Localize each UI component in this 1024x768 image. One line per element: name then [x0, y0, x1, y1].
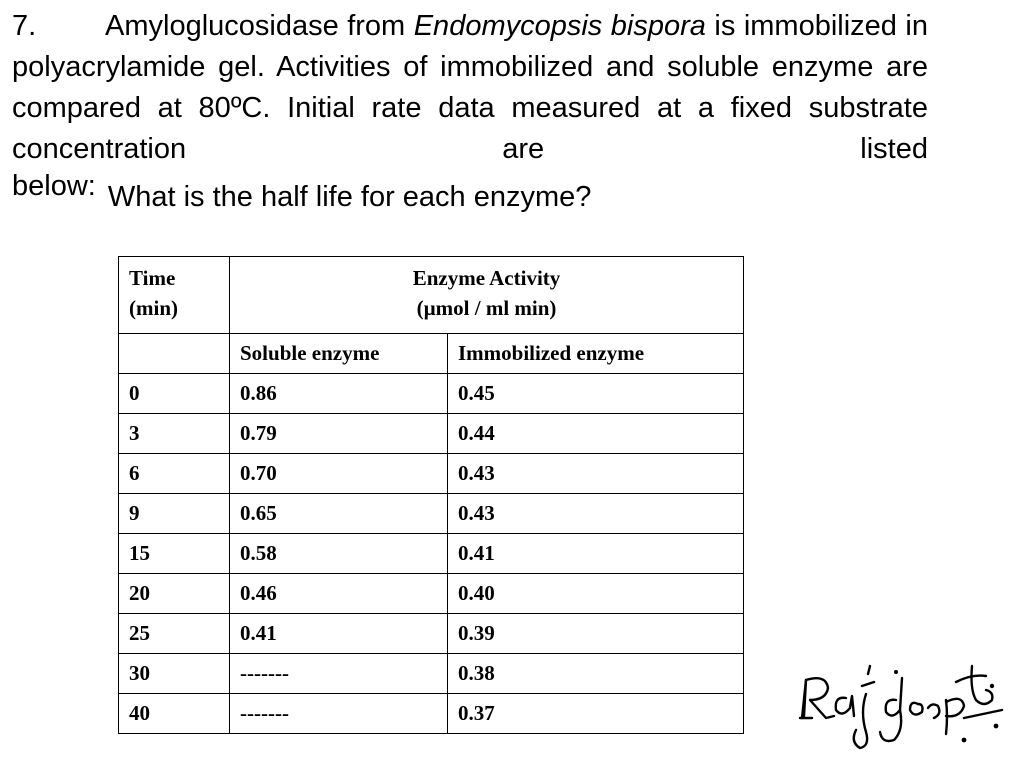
immobilized-cell: 0.38: [448, 654, 744, 694]
immobilized-cell: 0.44: [448, 414, 744, 454]
problem-last-line: [12, 170, 591, 214]
table-row: [119, 374, 744, 414]
time-header-line2: (min): [129, 296, 178, 320]
time-cell: 30: [119, 654, 230, 694]
soluble-cell: 0.70: [230, 454, 448, 494]
immobilized-cell: 0.43: [448, 494, 744, 534]
soluble-cell: 0.58: [230, 534, 448, 574]
activity-header: [230, 257, 744, 334]
soluble-cell: -------: [230, 694, 448, 734]
table-row: [119, 654, 744, 694]
table-body: [119, 374, 744, 734]
problem-statement: [12, 6, 928, 170]
time-header: [119, 257, 230, 334]
table-row: [119, 454, 744, 494]
problem-number: 7.: [12, 10, 37, 42]
time-cell: 25: [119, 614, 230, 654]
time-cell: 9: [119, 494, 230, 534]
time-cell: 3: [119, 414, 230, 454]
table-row: [119, 414, 744, 454]
soluble-cell: -------: [230, 654, 448, 694]
immobilized-cell: 0.37: [448, 694, 744, 734]
time-cell: 40: [119, 694, 230, 734]
organism-name: Endomycopsis bispora: [413, 10, 706, 42]
immobilized-header: Immobilized enzyme: [448, 334, 744, 374]
immobilized-cell: 0.43: [448, 454, 744, 494]
problem-question: What is the half life for each enzyme?: [107, 181, 592, 213]
time-header-line1: Time: [129, 266, 176, 290]
soluble-cell: 0.41: [230, 614, 448, 654]
time-cell: 20: [119, 574, 230, 614]
soluble-header: Soluble enzyme: [230, 334, 448, 374]
signature-image: [796, 656, 1006, 752]
immobilized-cell: 0.40: [448, 574, 744, 614]
immobilized-cell: 0.39: [448, 614, 744, 654]
table-row: [119, 614, 744, 654]
table-subheader-row: [119, 334, 744, 374]
activity-header-line2: (µmol / ml min): [416, 296, 557, 320]
subheader-blank-cell: [119, 334, 230, 374]
table-row: [119, 574, 744, 614]
time-cell: 6: [119, 454, 230, 494]
soluble-cell: 0.46: [230, 574, 448, 614]
activity-header-line1: Enzyme Activity: [412, 266, 561, 290]
table-row: [119, 534, 744, 574]
soluble-cell: 0.86: [230, 374, 448, 414]
soluble-cell: 0.65: [230, 494, 448, 534]
table-header-row: [119, 257, 744, 334]
table-row: [119, 694, 744, 734]
enzyme-activity-table: [118, 256, 744, 734]
time-cell: 15: [119, 534, 230, 574]
problem-body: is immobilized in polyacrylamide gel. Activities of immobilized and soluble enzyme are compared at 80ºC. Initial rate data measured at a fixed substrate concentration are listed: [12, 10, 928, 165]
immobilized-cell: 0.41: [448, 534, 744, 574]
table-row: [119, 494, 744, 534]
time-cell: 0: [119, 374, 230, 414]
soluble-cell: 0.79: [230, 414, 448, 454]
problem-intro: Amyloglucosidase from: [105, 10, 406, 42]
immobilized-cell: 0.45: [448, 374, 744, 414]
problem-below-text: below:: [12, 170, 96, 202]
